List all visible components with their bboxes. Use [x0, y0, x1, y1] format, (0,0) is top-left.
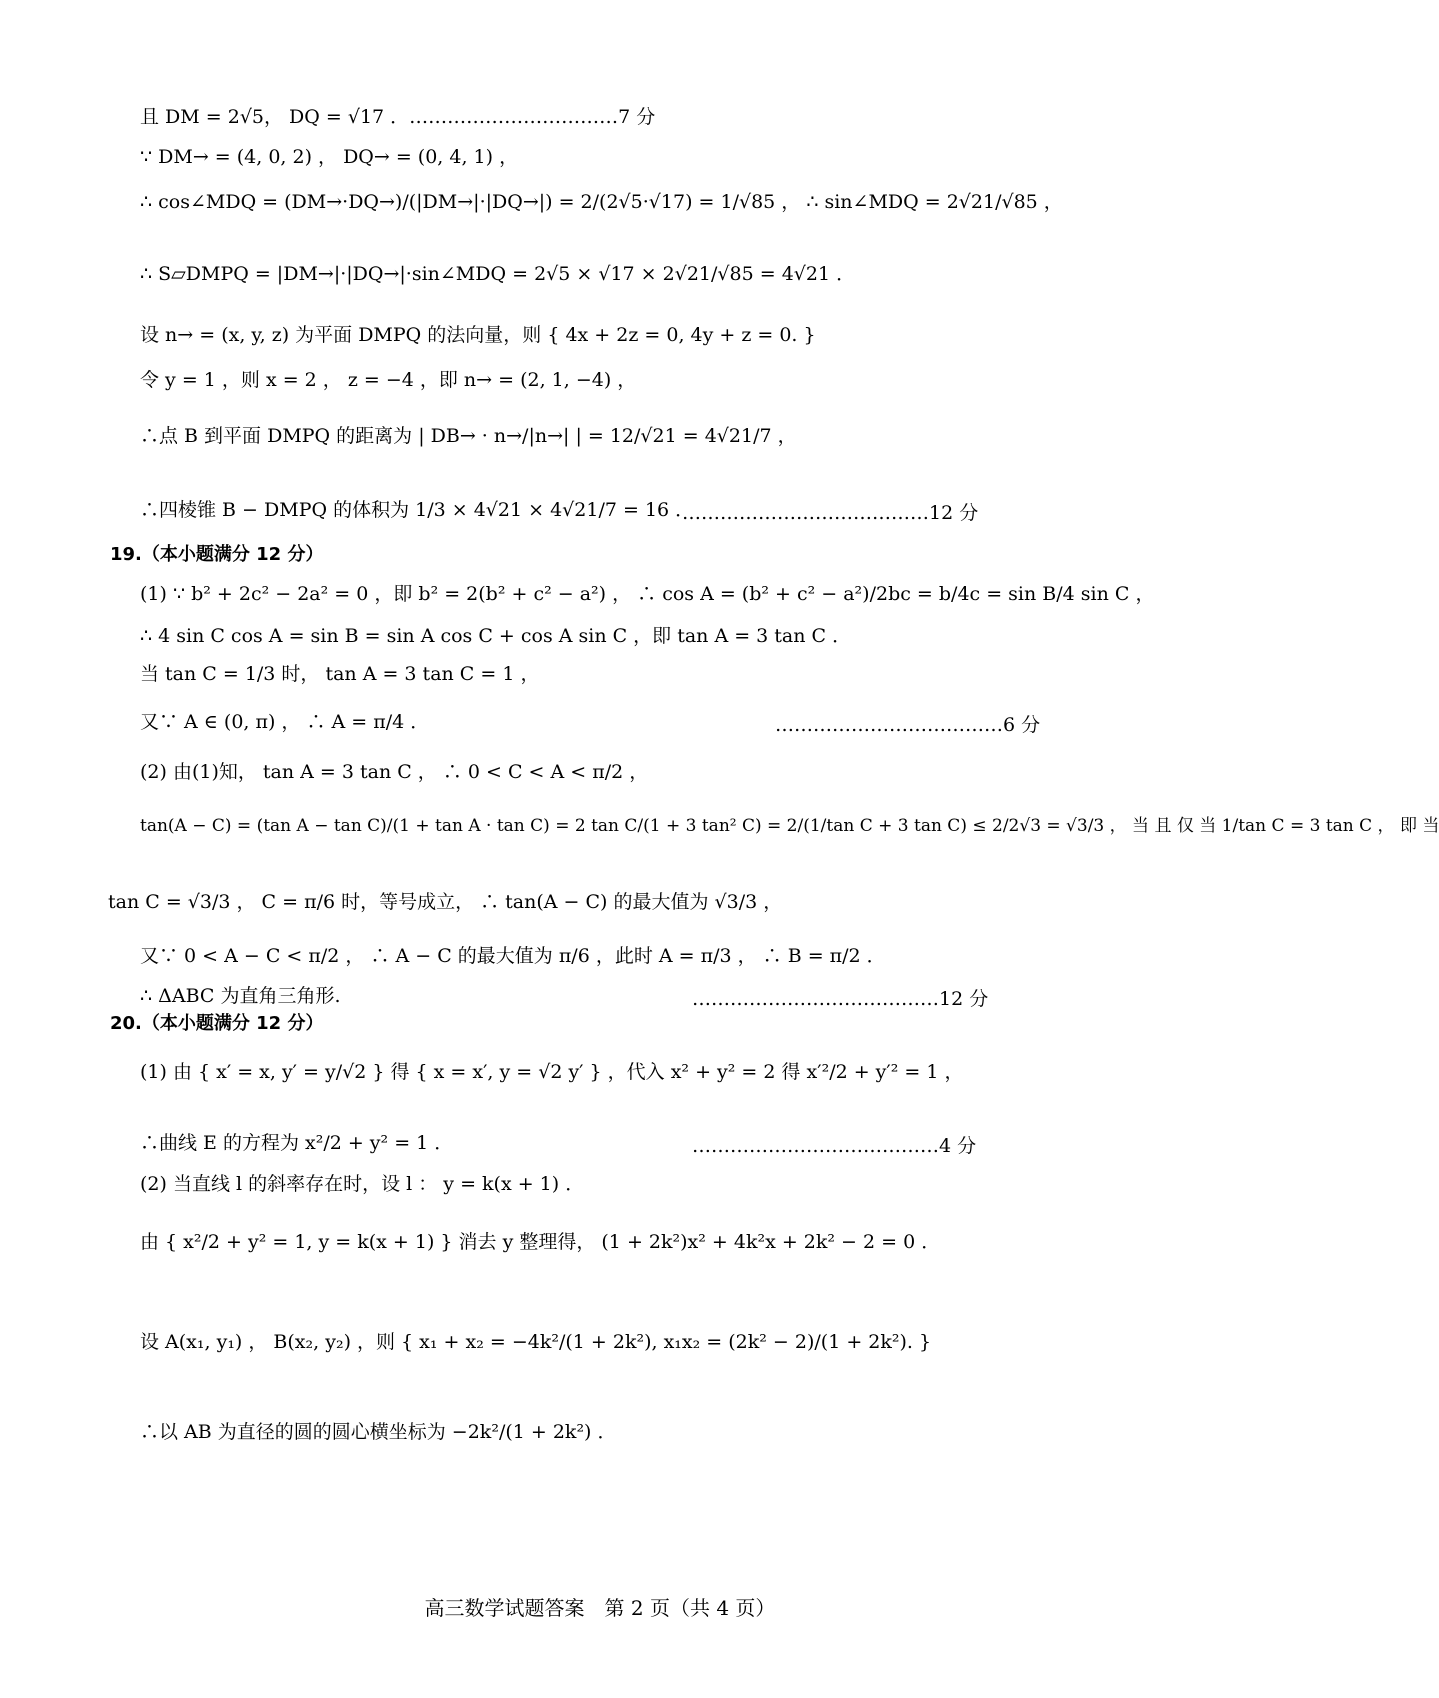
text-line: tan(A − C) = (tan A − tan C)/(1 + tan A · tan C) = 2 tan C/(1 + 3 tan² C) = 2/(1/tan C + 3 tan C) ≤ 2/2√3 = √3/3 ， 当 且 仅 当 1/tan C = 3 tan C ， 即 当: [140, 816, 1439, 836]
question-heading: 19.（本小题满分 12 分）: [110, 544, 324, 565]
text-line: ∴ cos∠MDQ = (DM→·DQ→)/(|DM→|·|DQ→|) = 2/(2√5·√17) = 1/√85 ， ∴ sin∠MDQ = 2√21/√85 ，: [140, 191, 1063, 213]
page-footer: 高三数学试题答案 第 2 页（共 4 页）: [424, 1596, 776, 1620]
text-line: ∴点 B 到平面 DMPQ 的距离为 | DB→ · n→/|n→| | = 12/√21 = 4√21/7 ，: [140, 425, 797, 447]
text-line: ∵ DM→ = (4, 0, 2) ， DQ→ = (0, 4, 1) ，: [140, 146, 519, 168]
score-marker: …………………………………4 分: [692, 1135, 977, 1157]
score-marker: ………………………………6 分: [775, 714, 1041, 736]
text-line: (1) ∵ b² + 2c² − 2a² = 0 ，即 b² = 2(b² + c² − a²) ， ∴ cos A = (b² + c² − a²)/2bc = b/4c = sin B/4 sin C ，: [140, 583, 1155, 605]
text-line: ∴曲线 E 的方程为 x²/2 + y² = 1 ．: [140, 1132, 454, 1154]
score-marker: …………………………………12 分: [682, 502, 979, 524]
text-line: ∴四棱锥 B − DMPQ 的体积为 1/3 × 4√21 × 4√21/7 = 16 ．: [140, 499, 695, 521]
text-line: (1) 由 { x′ = x, y′ = y/√2 } 得 { x = x′, y = √2 y′ } ，代入 x² + y² = 2 得 x′²/2 + y′² = 1 ，: [140, 1061, 964, 1083]
score-marker: …………………………………12 分: [692, 988, 989, 1010]
question-heading: 20.（本小题满分 12 分）: [110, 1013, 324, 1034]
text-line: tan C = √3/3 ， C = π/6 时，等号成立， ∴ tan(A − C) 的最大值为 √3/3 ，: [108, 891, 783, 913]
text-line: 当 tan C = 1/3 时， tan A = 3 tan C = 1 ，: [140, 663, 540, 685]
text-line: ∴ 4 sin C cos A = sin B = sin A cos C + cos A sin C ，即 tan A = 3 tan C ．: [140, 625, 852, 647]
text-line: 由 { x²/2 + y² = 1, y = k(x + 1) } 消去 y 整理得， (1 + 2k²)x² + 4k²x + 2k² − 2 = 0 ．: [140, 1231, 941, 1253]
text-line: 令 y = 1 ，则 x = 2 ， z = −4 ，即 n→ = (2, 1, −4) ，: [140, 369, 637, 391]
text-line: ∴以 AB 为直径的圆的圆心横坐标为 −2k²/(1 + 2k²) ．: [140, 1421, 617, 1443]
text-line: ∴ S▱DMPQ = |DM→|·|DQ→|·sin∠MDQ = 2√5 × √17 × 2√21/√85 = 4√21 ．: [140, 263, 856, 285]
text-line: (2) 由(1)知， tan A = 3 tan C ， ∴ 0 < C < A < π/2 ，: [140, 761, 649, 783]
text-line: 设 A(x₁, y₁) ， B(x₂, y₂) ，则 { x₁ + x₂ = −4k²/(1 + 2k²), x₁x₂ = (2k² − 2)/(1 + 2k²). }: [140, 1331, 932, 1353]
text-line: 又∵ 0 < A − C < π/2 ， ∴ A − C 的最大值为 π/6 ，此时 A = π/3 ， ∴ B = π/2 ．: [140, 945, 886, 967]
text-line: 设 n→ = (x, y, z) 为平面 DMPQ 的法向量，则 { 4x + 2z = 0, 4y + z = 0. }: [140, 324, 816, 346]
text-line: 且 DM = 2√5， DQ = √17 ．……………………………7 分: [140, 106, 656, 128]
text-line: 又∵ A ∈ (0, π) ， ∴ A = π/4 ．: [140, 711, 430, 733]
text-line: ∴ ΔABC 为直角三角形.: [140, 985, 341, 1007]
text-line: (2) 当直线 l 的斜率存在时，设 l ： y = k(x + 1) ．: [140, 1173, 585, 1195]
